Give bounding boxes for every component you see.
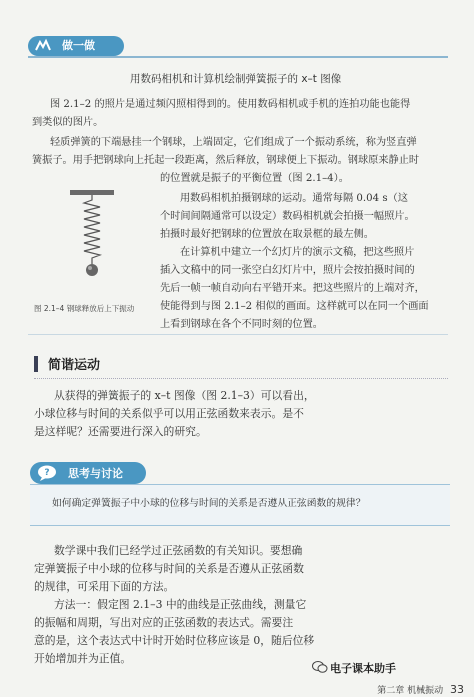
activity-line: 的位置就是振子的平衡位置（图 2.1–4）。 xyxy=(160,173,349,184)
activity-line: 用数码相机拍摄钢球的运动。通常每隔 0.04 s（这 xyxy=(180,193,408,204)
body-line: 意的是，这个表达式中计时开始时位移应该是 0，随后位移 xyxy=(34,634,315,647)
section-divider xyxy=(34,378,448,379)
activity-line: 使能得到与图 2.1–2 相似的画面。这样就可以在同一个画面 xyxy=(160,301,429,312)
activity-line: 插入文稿中的同一张空白幻灯片中，照片会按拍摄时间的 xyxy=(160,265,415,276)
wechat-icon xyxy=(312,660,328,674)
body-line: 开始增加并为正值。 xyxy=(34,652,132,665)
activity-line: 上看到钢球在各个不同时刻的位置。 xyxy=(160,319,323,330)
section-line: 是这样呢？还需要进行深入的研究。 xyxy=(34,425,207,438)
activity-line: 在计算机中建立一个幻灯片的演示文稿，把这些照片 xyxy=(180,247,415,258)
svg-text:?: ? xyxy=(44,468,50,478)
figure-caption: 图 2.1–4 钢球释放后上下振动 xyxy=(34,304,135,313)
section-line: 小球位移与时间的关系似乎可以用正弦函数来表示。是不 xyxy=(34,407,304,420)
think-tab-label: 思考与讨论 xyxy=(68,467,123,480)
think-question: 如何确定弹簧振子中小球的位移与时间的关系是否遵从正弦函数的规律？ xyxy=(52,498,366,509)
activity-line: 拍摄时最好把钢球的位置放在取景框的最左侧。 xyxy=(160,229,374,240)
activity-line: 图 2.1–2 的照片是通过频闪照相得到的。使用数码相机或手机的连拍功能也能得 xyxy=(50,99,411,110)
body-line: 的规律，可采用下面的方法。 xyxy=(34,580,175,593)
activity-line: 轻质弹簧的下端悬挂一个钢球，上端固定，它们组成了一个振动系统，称为竖直弹 xyxy=(50,137,417,148)
activity-line: 簧振子。用手把钢球向上托起一段距离，然后释放，钢球便上下振动。钢球原来静止时 xyxy=(32,155,420,166)
watermark: 电子课本助手 xyxy=(330,662,396,675)
chapter-label: 第二章 机械振动 xyxy=(377,686,444,696)
think-question-box xyxy=(30,484,450,526)
section-heading-bar xyxy=(34,356,38,372)
hands-icon xyxy=(34,38,52,54)
page-footer xyxy=(377,683,464,696)
speech-bubble-icon xyxy=(36,464,58,482)
activity-line: 到类似的图片。 xyxy=(32,117,104,128)
spring-oscillator-figure xyxy=(62,190,122,300)
body-line: 方法一：假定图 2.1–3 中的曲线是正弦曲线，测量它 xyxy=(54,598,307,611)
section-title: 简谐运动 xyxy=(48,358,101,373)
section-line: 从获得的弹簧振子的 x–t 图像（图 2.1–3）可以看出， xyxy=(54,389,315,402)
do-section-tab xyxy=(28,36,124,56)
body-line: 定弹簧振子中小球的位移与时间的关系是否遵从正弦函数 xyxy=(34,562,304,575)
page-number: 33 xyxy=(450,683,464,696)
do-tab-label: 做一做 xyxy=(62,39,95,52)
section-heading xyxy=(34,352,204,376)
activity-title: 用数码相机和计算机绘制弹簧振子的 x–t 图像 xyxy=(130,73,342,85)
body-line: 数学课中我们已经学过正弦函数的有关知识。要想确 xyxy=(54,544,303,557)
activity-line: 先后一帧一帧自动向右平错开来。把这些照片的上端对齐， xyxy=(160,283,425,294)
think-discuss-tab xyxy=(30,462,146,484)
activity-line: 个时间间隔通常可以设定）数码相机就会拍摄一幅照片。 xyxy=(160,211,415,222)
body-line: 的振幅和周期，写出对应的正弦函数的表达式。需要注 xyxy=(34,616,294,629)
